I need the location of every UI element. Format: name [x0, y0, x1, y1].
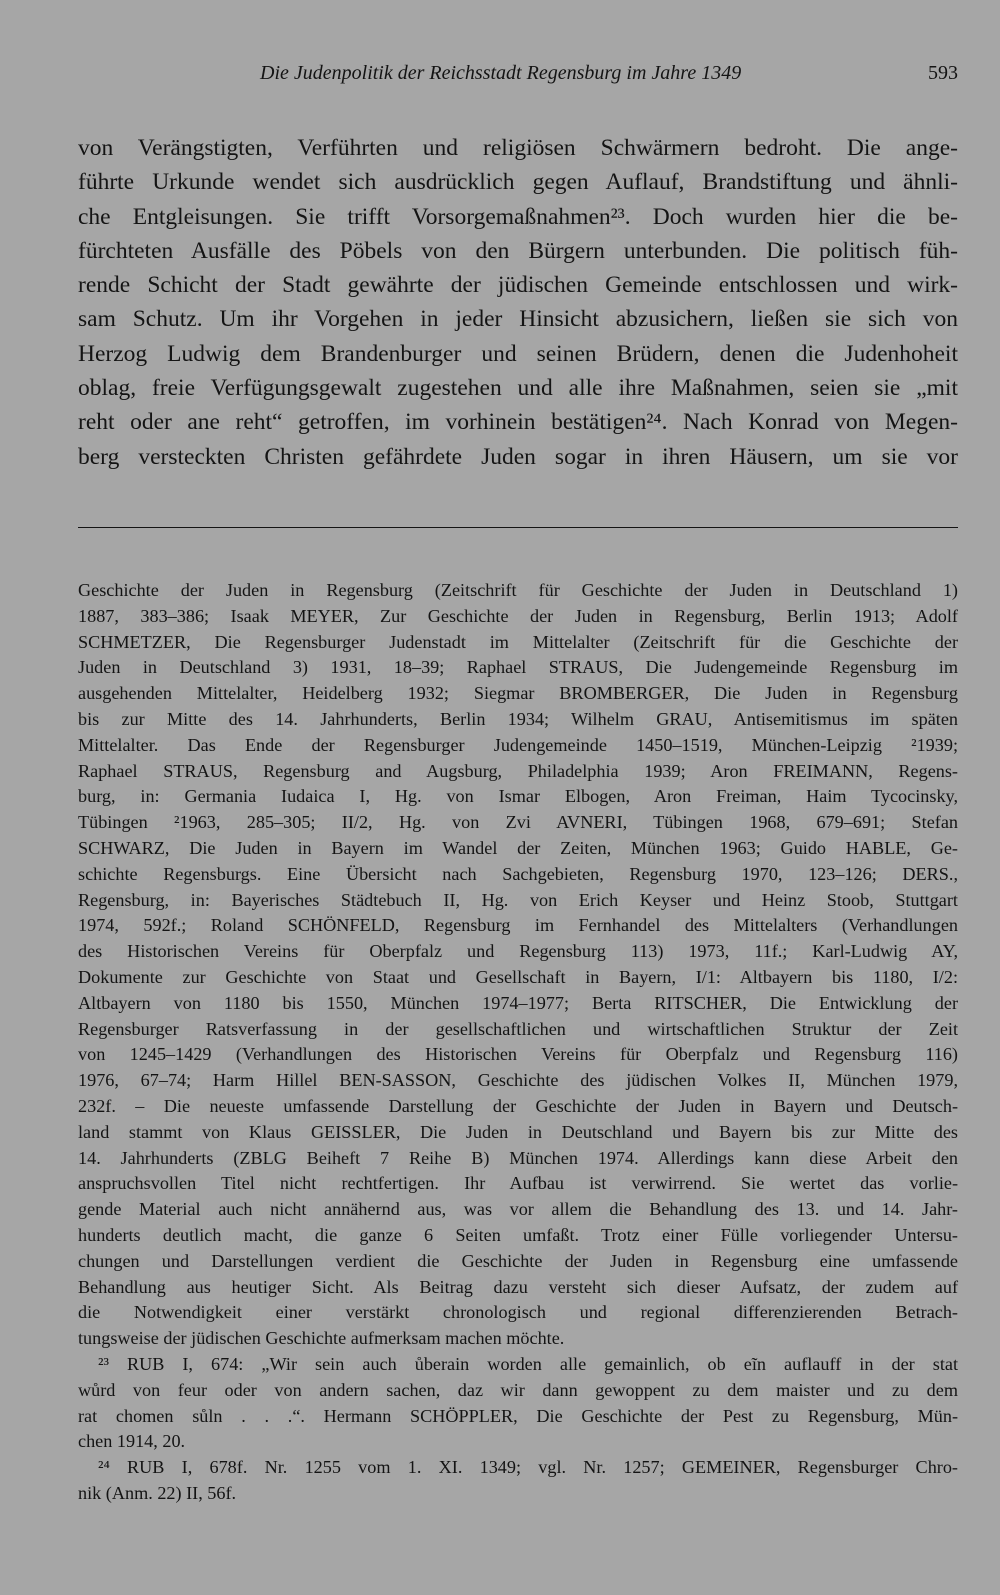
running-title: Die Judenpolitik der Reichsstadt Regensburg im Jahre 1349 — [260, 62, 742, 84]
main-text — [78, 131, 958, 474]
footnote-line: Geschichte der Juden in Regensburg (Zeitschrift für Geschichte der Juden in Deutschland 1) — [78, 580, 958, 600]
footnote-23-line: ²³ RUB I, 674: „Wir sein auch ůberain worden alle gemainlich, ob eĩn auflauff in der stat — [98, 1353, 958, 1374]
footnote-line: Raphael STRAUS, Regensburg and Augsburg, Philadelphia 1939; Aron FREIMANN, Regens- — [78, 760, 958, 781]
footnote-line: Dokumente zur Geschichte von Staat und Gesellschaft in Bayern, I/1: Altbayern bis 1180, I/2: — [78, 966, 958, 987]
footnote-24-line: ²⁴ RUB I, 678f. Nr. 1255 vom 1. XI. 1349; vgl. Nr. 1257; GEMEINER, Regensburger Chro- — [98, 1457, 958, 1478]
body-line: fürchteten Ausfälle des Pöbels von den Bürgern unterbunden. Die politisch füh- — [78, 237, 958, 264]
footnote-line: 1887, 383–386; Isaak MEYER, Zur Geschichte der Juden in Regensburg, Berlin 1913; Adolf — [78, 605, 958, 626]
footnote-line: Tübingen ²1963, 285–305; II/2, Hg. von Zvi AVNERI, Tübingen 1968, 679–691; Stefan — [78, 812, 958, 833]
footnote-line: 1976, 67–74; Harm Hillel BEN-SASSON, Geschichte des jüdischen Volkes II, München 1979, — [78, 1070, 958, 1091]
footnote-line: Mittelalter. Das Ende der Regensburger Judengemeinde 1450–1519, München-Leipzig ²1939; — [78, 734, 958, 755]
footnote-line: schichte Regensburgs. Eine Übersicht nach Sachgebieten, Regensburg 1970, 123–126; DERS., — [78, 863, 958, 884]
footnote-line: 14. Jahrhunderts (ZBLG Beiheft 7 Reihe B) München 1974. Allerdings kann diese Arbeit den — [78, 1147, 958, 1168]
body-line: von Verängstigten, Verführten und religiösen Schwärmern bedroht. Die ange- — [78, 135, 958, 161]
footnote-line: Altbayern von 1180 bis 1550, München 1974–1977; Berta RITSCHER, Die Entwicklung der — [78, 992, 958, 1013]
footnotes — [78, 578, 958, 1507]
body-line: rende Schicht der Stadt gewährte der jüdischen Gemeinde entschlossen und wirk- — [78, 272, 958, 299]
body-line: reht oder ane reht“ getroffen, im vorhinein bestätigen²⁴. Nach Konrad von Megen- — [78, 409, 958, 436]
footnote-line: land stammt von Klaus GEISSLER, Die Juden in Deutschland und Bayern bis zur Mitte des — [78, 1121, 958, 1142]
footnote-line: SCHMETZER, Die Regensburger Judenstadt im Mittelalter (Zeitschrift für die Geschichte der — [78, 631, 958, 652]
footnote-line: gende Material auch nicht annähernd aus, was vor allem die Behandlung des 13. und 14. Jahr- — [78, 1199, 958, 1220]
footnote-line: 232f. – Die neueste umfassende Darstellung der Geschichte der Juden in Bayern und Deutsch- — [78, 1095, 958, 1116]
body-line: sam Schutz. Um ihr Vorgehen in jeder Hinsicht abzusichern, ließen sie sich von — [78, 306, 958, 333]
footnote-line: anspruchsvollen Titel nicht rechtfertigen. Ihr Aufbau ist verwirrend. Sie wertet das vorlie- — [78, 1173, 958, 1194]
body-line: Herzog Ludwig dem Brandenburger und seinen Brüdern, denen die Judenhoheit — [78, 340, 958, 367]
footnote-line: Regensburg, in: Bayerisches Städtebuch II, Hg. von Erich Keyser und Heinz Stoob, Stuttgart — [78, 889, 958, 910]
footnote-line: die Notwendigkeit einer verstärkt chronologisch und regional differenzierenden Betrach- — [78, 1302, 958, 1323]
footnote-line: chen 1914, 20. — [78, 1431, 186, 1452]
footnote-line: des Historischen Vereins für Oberpfalz und Regensburg 113) 1973, 11f.; Karl-Ludwig AY, — [78, 941, 958, 962]
footnote-line: burg, in: Germania Iudaica I, Hg. von Ismar Elbogen, Aron Freiman, Haim Tycocinsky, — [78, 786, 958, 807]
body-line: führte Urkunde wendet sich ausdrücklich gegen Auflauf, Brandstiftung und ähnli- — [78, 169, 958, 196]
footnote-line: ausgehenden Mittelalter, Heidelberg 1932; Siegmar BROMBERGER, Die Juden in Regensburg — [78, 683, 958, 704]
footnote-line: Behandlung aus heutiger Sicht. Als Beitrag dazu versteht sich dieser Aufsatz, der zudem auf — [78, 1276, 958, 1297]
footnote-divider — [78, 527, 958, 528]
footnote-line: tungsweise der jüdischen Geschichte aufmerksam machen möchte. — [78, 1328, 565, 1349]
footnote-line: Juden in Deutschland 3) 1931, 18–39; Raphael STRAUS, Die Judengemeinde Regensburg im — [78, 657, 958, 678]
footnote-line: wůrd von feur oder von andern sachen, daz wir dann gewoppent zu dem maister und zu dem — [78, 1379, 958, 1400]
footnote-line: rat chomen sůln . . .“. Hermann SCHÖPPLER, Die Geschichte der Pest zu Regensburg, Mün- — [78, 1405, 958, 1426]
page-number: 593 — [928, 62, 958, 84]
body-line: che Entgleisungen. Sie trifft Vorsorgemaßnahmen²³. Doch wurden hier die be- — [78, 203, 958, 230]
footnote-line: Regensburger Ratsverfassung in der gesellschaftlichen und wirtschaftlichen Struktur der Zeit — [78, 1018, 958, 1039]
body-line: berg versteckten Christen gefährdete Juden sogar in ihren Häusern, um sie vor — [78, 443, 958, 470]
footnote-line: bis zur Mitte des 14. Jahrhunderts, Berlin 1934; Wilhelm GRAU, Antisemitismus im späten — [78, 708, 958, 729]
footnote-line: von 1245–1429 (Verhandlungen des Historischen Vereins für Oberpfalz und Regensburg 116) — [78, 1044, 958, 1065]
footnote-line: chungen und Darstellungen verdient die Geschichte der Juden in Regensburg eine umfassende — [78, 1250, 958, 1271]
running-header — [78, 62, 958, 92]
body-line: oblag, freie Verfügungsgewalt zugestehen und alle ihre Maßnahmen, seien sie „mit — [78, 375, 958, 402]
footnote-line: hunderts deutlich macht, die ganze 6 Seiten umfaßt. Trotz einer Fülle vorliegender Untersu- — [78, 1224, 958, 1245]
footnote-line: 1974, 592f.; Roland SCHÖNFELD, Regensburg im Fernhandel des Mittelalters (Verhandlungen — [78, 915, 958, 936]
footnote-line: SCHWARZ, Die Juden in Bayern im Wandel der Zeiten, München 1963; Guido HABLE, Ge- — [78, 837, 958, 858]
footnote-line: nik (Anm. 22) II, 56f. — [78, 1482, 237, 1503]
